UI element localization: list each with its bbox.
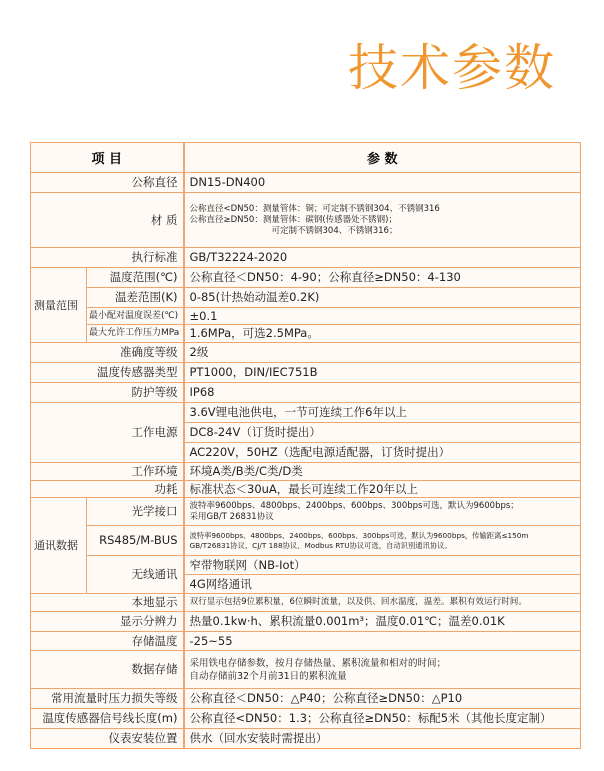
row-value: 3.6V锂电池供电，一节可连续工作6年以上	[184, 403, 581, 423]
row-label: 光学接口	[87, 498, 184, 526]
row-label: 材 质	[31, 193, 184, 248]
row-label: 温度范围(℃)	[87, 268, 184, 288]
value-line: 采用GB/T 26831协议	[189, 511, 274, 522]
row-value	[184, 193, 581, 248]
row-value: 标准状态＜30uA，最长可连续工作20年以上	[184, 481, 581, 498]
row-label: 执行标准	[31, 248, 184, 268]
table-row	[31, 689, 581, 709]
row-label: 仪表安装位置	[31, 729, 184, 749]
row-value: 1.6MPa，可选2.5MPa。	[184, 325, 581, 343]
row-label: 数据存储	[31, 651, 184, 689]
table-row	[31, 343, 581, 363]
value-line: 波特率9600bps、4800bps、2400bps、600bps、300bps可选，默认为9600bps；	[189, 500, 519, 511]
row-label: 常用流量时压力损失等级	[31, 689, 184, 709]
table-row	[31, 308, 581, 325]
header-item: 项 目	[31, 143, 184, 173]
row-value: 公称直径＜DN50：4-90；公称直径≥DN50：4-130	[184, 268, 581, 288]
row-label: 存储温度	[31, 632, 184, 651]
table-row	[31, 498, 581, 526]
row-value	[184, 651, 581, 689]
row-label: 最小配对温度误差(℃)	[87, 308, 184, 325]
row-value: 2级	[184, 343, 581, 363]
table-row	[31, 193, 581, 248]
row-label: 本地显示	[31, 594, 184, 612]
table-row	[31, 463, 581, 481]
row-value: DC8-24V（订货时提出）	[184, 423, 581, 443]
row-value: IP68	[184, 383, 581, 403]
table-row	[31, 173, 581, 193]
header-param: 参 数	[184, 143, 581, 173]
group-label: 测量范围	[31, 268, 87, 343]
row-label: 温度传感器信号线长度(m)	[31, 709, 184, 729]
row-value: 窄带物联网（NB-Iot）	[184, 556, 581, 575]
row-value: -25~55	[184, 632, 581, 651]
row-label: 温度传感器类型	[31, 363, 184, 383]
page-title: 技术参数	[348, 39, 556, 97]
value-line: GB/T26831协议、CJ/T 188协议、Modbus RTU协议可选，自动识别通讯协议。	[189, 540, 452, 550]
row-value	[184, 526, 581, 556]
row-value: ±0.1	[184, 308, 581, 325]
row-value	[184, 498, 581, 526]
value-line: 公称直径<DN50：测量管体：铜；可定制不锈钢304、不锈钢316	[189, 203, 440, 214]
value-line: 公称直径≥DN50：测量管体：碳钢(传感器处不锈钢)；	[189, 214, 397, 225]
table-row	[31, 709, 581, 729]
row-label: 工作电源	[31, 403, 184, 463]
row-label: 工作环境	[31, 463, 184, 481]
table-row	[31, 383, 581, 403]
row-label: RS485/M-BUS	[87, 526, 184, 556]
table-header	[31, 143, 581, 173]
table-row	[31, 651, 581, 689]
row-label: 功耗	[31, 481, 184, 498]
row-label: 无线通讯	[87, 556, 184, 594]
table-row	[31, 556, 581, 575]
table-row	[31, 403, 581, 423]
table-row	[31, 481, 581, 498]
row-label: 温差范围(K)	[87, 288, 184, 308]
row-value: 公称直径<DN50：1.3；公称直径≥DN50：标配5米（其他长度定制）	[184, 709, 581, 729]
row-value: AC220V，50HZ（选配电源适配器，订货时提出）	[184, 443, 581, 463]
row-label: 显示分辨力	[31, 612, 184, 632]
table-row	[31, 632, 581, 651]
table-row	[31, 526, 581, 556]
row-value: PT1000，DIN/IEC751B	[184, 363, 581, 383]
table-row	[31, 268, 581, 288]
table-row	[31, 612, 581, 632]
spec-table	[30, 142, 581, 749]
group-label: 通讯数据	[31, 498, 87, 594]
value-line: 采用铁电存储参数，按月存储热量、累积流量和相对的时间；	[189, 657, 447, 669]
row-value: DN15-DN400	[184, 173, 581, 193]
table-row	[31, 729, 581, 749]
row-label: 防护等级	[31, 383, 184, 403]
row-value: 公称直径＜DN50：△P40；公称直径≥DN50：△P10	[184, 689, 581, 709]
row-label: 最大允许工作压力MPa	[87, 325, 184, 343]
row-label: 准确度等级	[31, 343, 184, 363]
table-row	[31, 248, 581, 268]
row-value: GB/T32224-2020	[184, 248, 581, 268]
table-row	[31, 288, 581, 308]
value-line: 自动存储前32个月前31日的累积流量	[189, 670, 347, 682]
value-line: 可定制不锈钢304、不锈钢316；	[271, 225, 398, 236]
row-value: 0-85(计热始动温差0.2K)	[184, 288, 581, 308]
row-value: 双行显示包括9位累积量，6位瞬时流量，以及供、回水温度，温差。累积有效运行时间。	[184, 594, 581, 612]
row-value: 供水（回水安装时需提出）	[184, 729, 581, 749]
row-value: 4G网络通讯	[184, 575, 581, 594]
table-row	[31, 363, 581, 383]
row-value: 热量0.1kw·h、累积流量0.001m³；温度0.01℃；温差0.01K	[184, 612, 581, 632]
row-value: 环境A类/B类/C类/D类	[184, 463, 581, 481]
table-row	[31, 325, 581, 343]
table-row	[31, 594, 581, 612]
row-label: 公称直径	[31, 173, 184, 193]
value-line: 波特率9600bps、4800bps、2400bps、600bps、300bps可选，默认为9600bps，传输距离≤150m	[189, 530, 529, 540]
